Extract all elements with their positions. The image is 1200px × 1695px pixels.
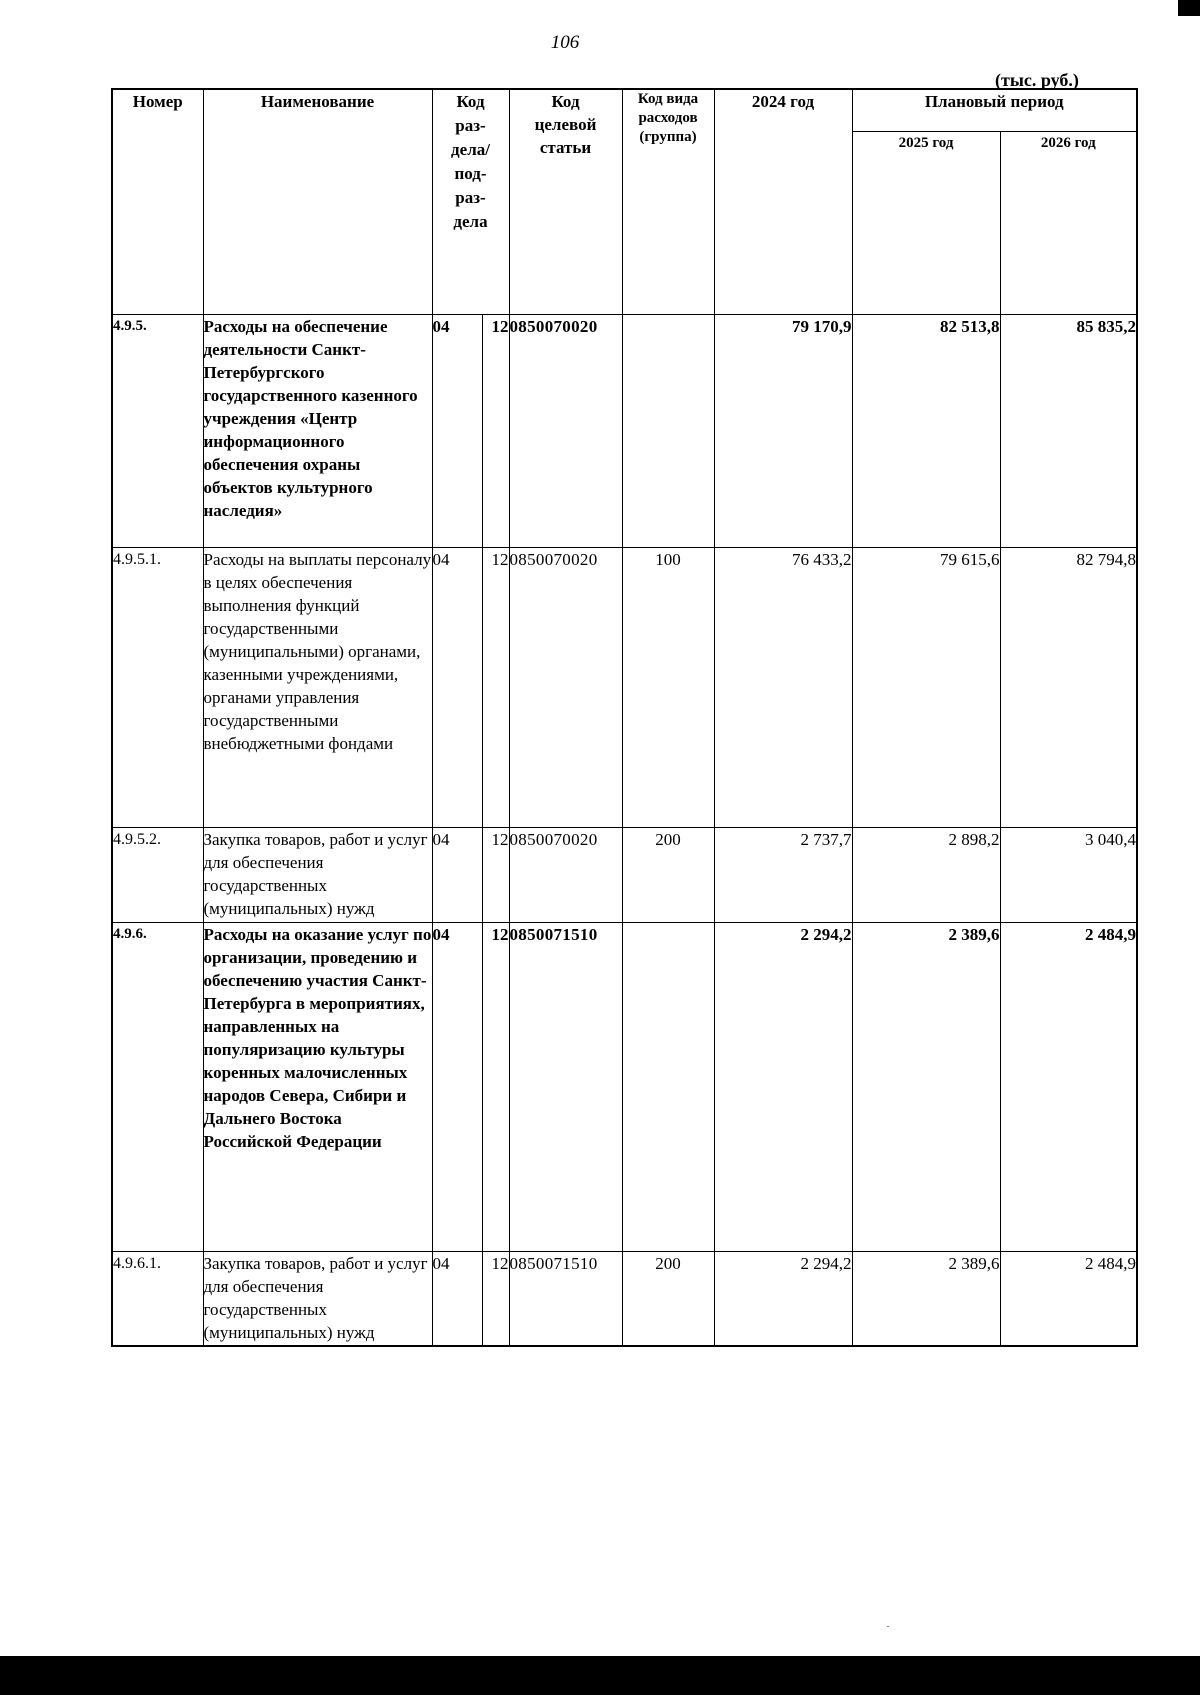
header-target-line: статьи (539, 138, 592, 157)
row-number: 4.9.5.2. (112, 827, 203, 922)
row-expense-type: 100 (622, 547, 714, 827)
scan-edge-bottom (0, 1656, 1200, 1695)
row-name: Расходы на оказание услуг по организации, проведению и обеспечению участия Санкт-Петербурга в мероприятиях, направленных на популяризацию культуры коренных малочисленных народов Севера, Сибири и Дальнего Востока Российской Федерации (203, 922, 432, 1251)
row-amount-2025: 2 389,6 (852, 1251, 1000, 1346)
row-amount-2025: 2 898,2 (852, 827, 1000, 922)
header-razdel-line: дела/ (451, 140, 490, 159)
budget-table (111, 88, 1138, 1347)
header-target-line: Код (551, 92, 580, 111)
row-razdel: 04 (432, 547, 482, 827)
row-amount-2024: 79 170,9 (714, 314, 852, 547)
table-row (112, 1251, 1137, 1346)
row-podrazdel: 12 (482, 827, 509, 922)
row-expense-type: 200 (622, 827, 714, 922)
row-podrazdel: 12 (482, 547, 509, 827)
header-expense-type (622, 89, 714, 314)
row-amount-2025: 2 389,6 (852, 922, 1000, 1251)
header-target (509, 89, 622, 314)
row-expense-type: 200 (622, 1251, 714, 1346)
header-expense-type-line: Код вида (637, 91, 699, 107)
row-amount-2026: 85 835,2 (1000, 314, 1137, 547)
row-name: Закупка товаров, работ и услуг для обеспечения государственных (муниципальных) нужд (203, 1251, 432, 1346)
row-target: 0850070020 (509, 547, 622, 827)
header-target-line: целевой (534, 115, 597, 134)
row-razdel: 04 (432, 827, 482, 922)
header-expense-type-line: расходов (638, 110, 698, 126)
row-target: 0850070020 (509, 827, 622, 922)
header-razdel-line: дела (453, 212, 488, 231)
row-podrazdel: 12 (482, 1251, 509, 1346)
header-planned-period: Плановый период (852, 89, 1137, 131)
header-year-2026: 2026 год (1000, 131, 1137, 314)
table-row (112, 827, 1137, 922)
scan-speck (887, 1626, 889, 1627)
row-razdel: 04 (432, 314, 482, 547)
row-number: 4.9.5.1. (112, 547, 203, 827)
row-name: Расходы на обеспечение деятельности Санкт-Петербургского государственного казенного учреждения «Центр информационного обеспечения охраны объектов культурного наследия» (203, 314, 432, 547)
row-amount-2024: 2 294,2 (714, 1251, 852, 1346)
row-number: 4.9.5. (112, 314, 203, 547)
header-expense-type-line: (группа) (639, 129, 697, 145)
row-number: 4.9.6.1. (112, 1251, 203, 1346)
table-row (112, 922, 1137, 1251)
row-name: Расходы на выплаты персоналу в целях обеспечения выполнения функций государственными (муниципальными) органами, казенными учреждениями, органами управления государственными внебюджетными фондами (203, 547, 432, 827)
row-amount-2024: 2 294,2 (714, 922, 852, 1251)
row-amount-2026: 82 794,8 (1000, 547, 1137, 827)
row-razdel: 04 (432, 922, 482, 1251)
row-amount-2025: 82 513,8 (852, 314, 1000, 547)
scan-edge-top-right (1178, 0, 1200, 16)
table-row (112, 547, 1137, 827)
row-target: 0850071510 (509, 922, 622, 1251)
row-target: 0850071510 (509, 1251, 622, 1346)
row-razdel: 04 (432, 1251, 482, 1346)
row-expense-type (622, 922, 714, 1251)
header-row-top (112, 89, 1137, 131)
header-number: Номер (112, 89, 203, 314)
header-razdel (432, 89, 509, 314)
header-year-2025: 2025 год (852, 131, 1000, 314)
row-podrazdel: 12 (482, 314, 509, 547)
row-amount-2026: 3 040,4 (1000, 827, 1137, 922)
row-number: 4.9.6. (112, 922, 203, 1251)
page-number: 106 (550, 32, 580, 53)
row-amount-2024: 2 737,7 (714, 827, 852, 922)
header-razdel-line: Код (456, 92, 485, 111)
header-year-2024: 2024 год (714, 89, 852, 314)
header-razdel-line: под- (454, 164, 487, 183)
table-row (112, 314, 1137, 547)
row-amount-2026: 2 484,9 (1000, 1251, 1137, 1346)
row-podrazdel: 12 (482, 922, 509, 1251)
header-name: Наименование (203, 89, 432, 314)
row-expense-type (622, 314, 714, 547)
row-amount-2025: 79 615,6 (852, 547, 1000, 827)
row-target: 0850070020 (509, 314, 622, 547)
header-razdel-line: раз- (455, 116, 486, 135)
header-razdel-line: раз- (455, 188, 486, 207)
row-amount-2026: 2 484,9 (1000, 922, 1137, 1251)
units-label: (тыс. руб.) (995, 70, 1079, 90)
row-name: Закупка товаров, работ и услуг для обеспечения государственных (муниципальных) нужд (203, 827, 432, 922)
row-amount-2024: 76 433,2 (714, 547, 852, 827)
